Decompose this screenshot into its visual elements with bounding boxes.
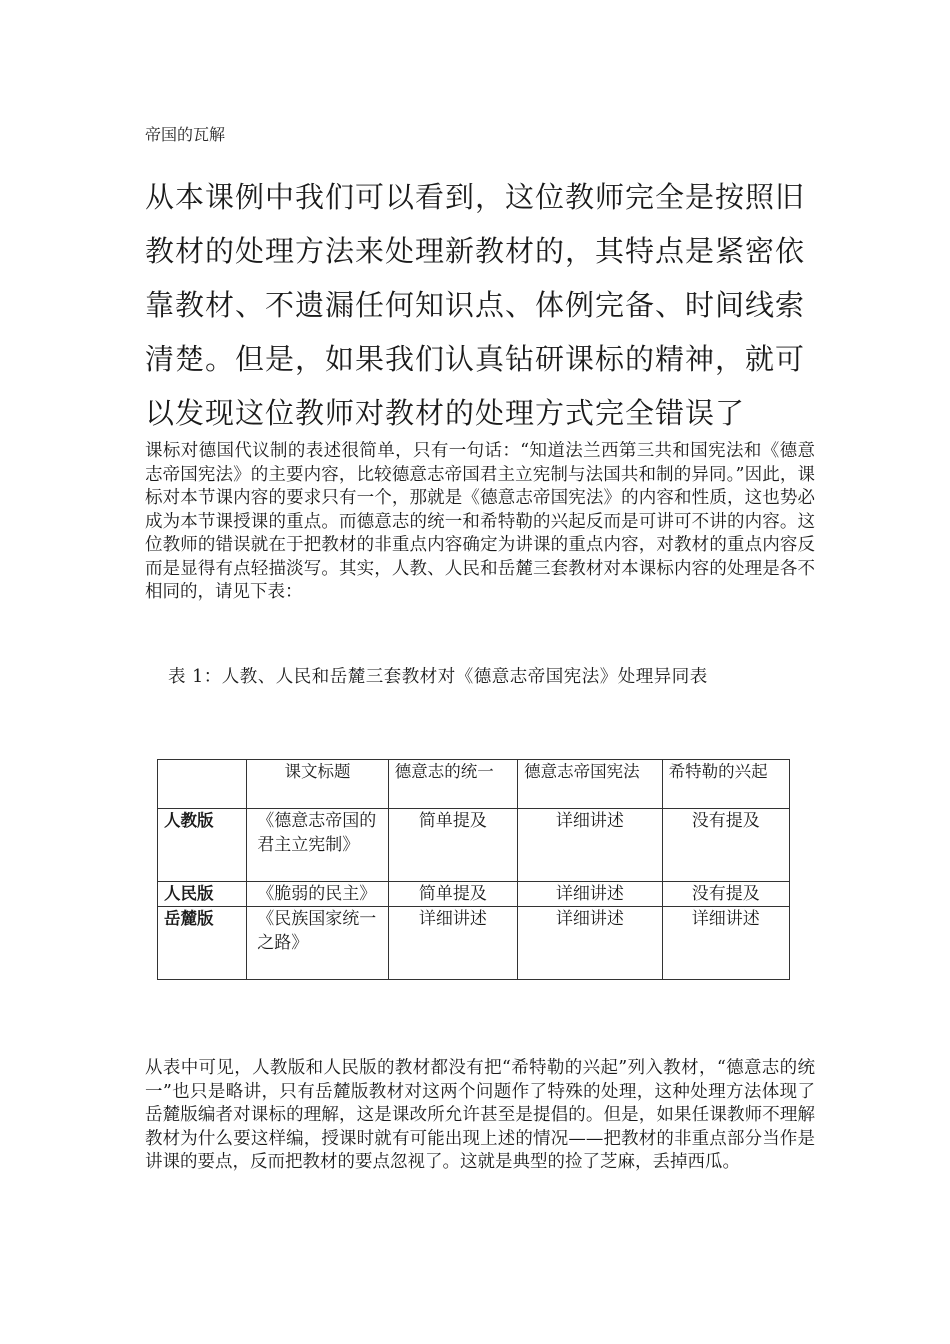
lesson-title-cell: 《脆弱的民主》 <box>247 882 388 907</box>
table-header-cell: 课文标题 <box>247 760 388 809</box>
table-header-cell <box>158 760 247 809</box>
table-header-row <box>158 760 790 809</box>
row-label: 人民版 <box>158 882 247 907</box>
table-header-cell: 德意志的统一 <box>388 760 517 809</box>
unification-cell: 简单提及 <box>388 809 517 882</box>
hitler-cell: 详细讲述 <box>662 907 789 980</box>
table-row <box>158 907 790 980</box>
unification-cell: 详细讲述 <box>388 907 517 980</box>
row-label: 人教版 <box>158 809 247 882</box>
unification-cell: 简单提及 <box>388 882 517 907</box>
lesson-title-cell: 《民族国家统一 之路》 <box>247 907 388 980</box>
table-row <box>158 882 790 907</box>
lesson-title-cell: 《德意志帝国的 君主立宪制》 <box>247 809 388 882</box>
table-header-cell: 希特勒的兴起 <box>662 760 789 809</box>
running-header: 帝国的瓦解 <box>145 125 226 144</box>
lead-paragraph: 从本课例中我们可以看到，这位教师完全是按照旧教材的处理方法来处理新教材的，其特点是紧密依靠教材、不遗漏任何知识点、体例完备、时间线索清楚。但是，如果我们认真钻研课标的精神，就可以发现这位教师对教材的处理方式完全错误了 <box>145 180 806 430</box>
body-paragraph-2: 从表中可见，人教版和人民版的教材都没有把“希特勒的兴起”列入教材，“德意志的统一”也只是略讲，只有岳麓版教材对这两个问题作了特殊的处理，这种处理方法体现了岳麓版编者对课标的理解，这是课改所允许甚至是提倡的。但是，如果任课教师不理解教材为什么要这样编，授课时就有可能出现上述的情况——把教材的非重点部分当作是讲课的要点，反而把教材的要点忽视了。这就是典型的捡了芝麻，丢掉西瓜。 <box>145 1058 815 1172</box>
table-header-cell: 德意志帝国宪法 <box>518 760 662 809</box>
comparison-table <box>157 759 790 980</box>
hitler-cell: 没有提及 <box>662 882 789 907</box>
constitution-cell: 详细讲述 <box>518 882 662 907</box>
table-caption: 表 1：人教、人民和岳麓三套教材对《德意志帝国宪法》处理异同表 <box>168 667 708 687</box>
constitution-cell: 详细讲述 <box>518 907 662 980</box>
body-paragraph-1: 课标对德国代议制的表述很简单，只有一句话：“知道法兰西第三共和国宪法和《德意志帝国宪法》的主要内容，比较德意志帝国君主立宪制与法国共和制的异同。”因此，课标对本节课内容的要求只有一个，那就是《德意志帝国宪法》的内容和性质，这也势必成为本节课授课的重点。而德意志的统一和希特勒的兴起反而是可讲可不讲的内容。这位教师的错误就在于把教材的非重点内容确定为讲课的重点内容，对教材的重点内容反而是显得有点轻描淡写。其实，人教、人民和岳麓三套教材对本课标内容的处理是各不相同的，请见下表： <box>145 441 815 602</box>
table-row <box>158 809 790 882</box>
hitler-cell: 没有提及 <box>662 809 789 882</box>
constitution-cell: 详细讲述 <box>518 809 662 882</box>
row-label: 岳麓版 <box>158 907 247 980</box>
